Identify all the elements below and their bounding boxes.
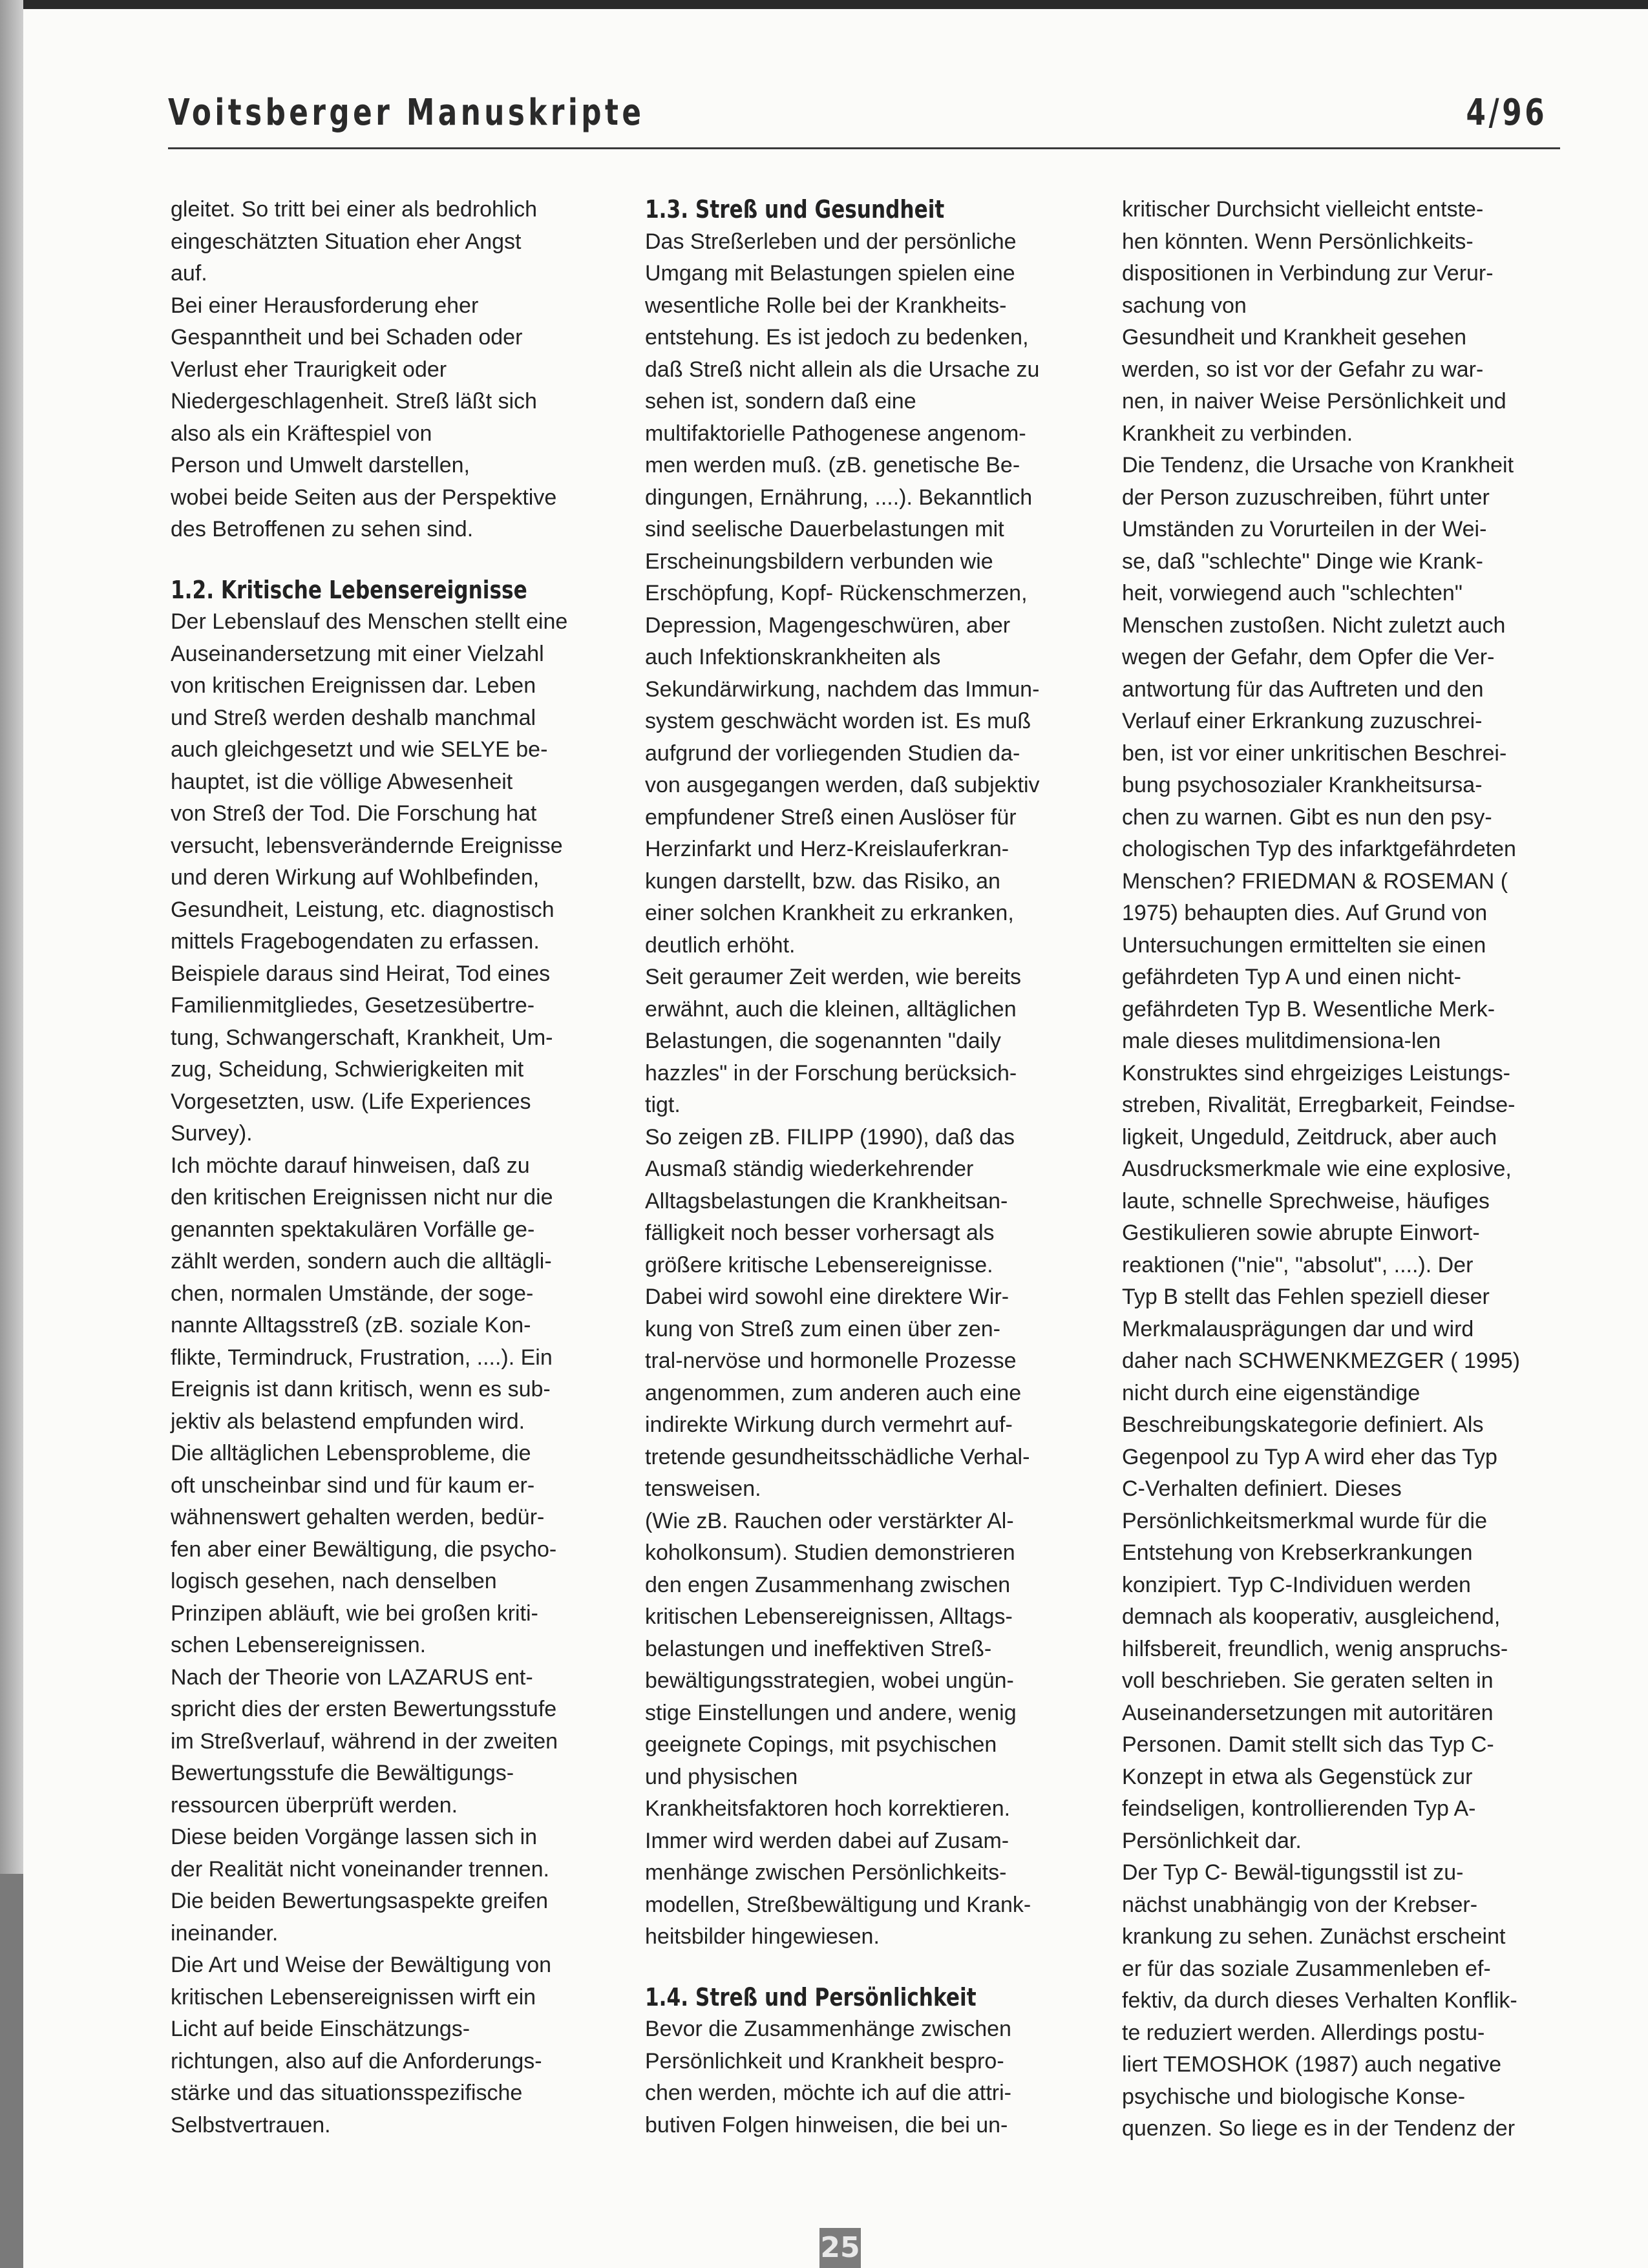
text-line: werden, so ist vor der Gefahr zu war- [1122, 357, 1484, 382]
text-line: größere kritische Lebensereignisse. [645, 1252, 993, 1277]
text-line: einer solchen Krankheit zu erkranken, [645, 901, 1014, 925]
text-line: des Betroffenen zu sehen sind. [171, 517, 474, 541]
text-line: heitsbilder hingewiesen. [645, 1924, 880, 1949]
text-line: Das Streßerleben und der persönliche [645, 229, 1017, 254]
text-line: fälligkeit noch besser vorhersagt als [645, 1221, 995, 1245]
text-line: ineinander. [171, 1920, 279, 1946]
text-line: Alltagsbelastungen die Krankheitsan- [645, 1188, 1008, 1213]
text-line: tung, Schwangerschaft, Krankheit, Um- [171, 1025, 553, 1050]
text-line: Persönlichkeitsmerkmal wurde für die [1122, 1508, 1487, 1533]
text-line: streben, Rivalität, Erregbarkeit, Feindse- [1122, 1093, 1516, 1117]
section-heading: 1.2. Kritische Lebensereignisse [171, 575, 527, 604]
text-line: konzipiert. Typ C-Individuen werden [1122, 1572, 1471, 1597]
text-line: gefährdeten Typ B. Wesentliche Merk- [1122, 996, 1495, 1022]
text-line: nen, in naiver Weise Persönlichkeit und [1122, 389, 1506, 414]
text-line: belastungen und ineffektiven Streß- [645, 1636, 992, 1661]
text-line: Herzinfarkt und Herz-Kreislauferkran- [645, 837, 1009, 861]
scan-border-left-shadow [0, 1874, 23, 2268]
text-line: von kritischen Ereignissen dar. Leben [171, 673, 536, 698]
text-line: Auseinandersetzungen mit autoritären [1122, 1700, 1494, 1725]
text-line: system geschwächt worden ist. Es muß [645, 709, 1031, 733]
text-line: Umgang mit Belastungen spielen eine [645, 261, 1015, 286]
text-line: Familienmitgliedes, Gesetzesübertre- [171, 993, 535, 1018]
text-line: Erscheinungsbildern verbunden wie [645, 549, 993, 574]
text-line: koholkonsum). Studien demonstrieren [645, 1540, 1015, 1565]
text-line: daher nach SCHWENKMEZGER ( 1995) [1122, 1349, 1520, 1373]
text-line: wobei beide Seiten aus der Perspektive [171, 485, 557, 510]
text-line: Erschöpfung, Kopf- Rückenschmerzen, [645, 581, 1028, 605]
text-line: ressourcen überprüft werden. [171, 1792, 458, 1818]
text-line: reaktionen ("nie", "absolut", ....). Der [1122, 1252, 1474, 1277]
text-line: butiven Folgen hinweisen, die bei un- [645, 2112, 1008, 2137]
text-line: also als ein Kräftespiel von [171, 421, 432, 446]
text-line: deutlich erhöht. [645, 932, 796, 958]
text-column-3 [1122, 194, 1542, 2145]
text-line: liert TEMOSHOK (1987) auch negative [1122, 2052, 1502, 2077]
text-line: Untersuchungen ermittelten sie einen [1122, 932, 1486, 958]
text-line: Ausdrucksmerkmale wie eine explosive, [1122, 1157, 1512, 1181]
text-line: bung psychosozialer Krankheitsursa- [1122, 773, 1483, 797]
text-line: Ich möchte darauf hinweisen, daß zu [171, 1153, 530, 1178]
text-line: eingeschätzten Situation eher Angst [171, 229, 522, 254]
text-line: te reduziert werden. Allerdings postu- [1122, 2020, 1485, 2045]
text-line: richtungen, also auf die Anforderungs- [171, 2048, 542, 2074]
text-line: tretende gesundheitsschädliche Verhal- [645, 1444, 1030, 1469]
text-line: dingungen, Ernährung, ....). Bekanntlich [645, 485, 1033, 510]
text-line: entstehung. Es ist jedoch zu bedenken, [645, 325, 1029, 350]
text-line: tral-nervöse und hormonelle Prozesse [645, 1349, 1017, 1373]
text-line: wegen der Gefahr, dem Opfer die Ver- [1122, 645, 1495, 669]
issue-number: 4/96 [1466, 92, 1547, 134]
text-line: Prinzipen abläuft, wie bei großen kriti- [171, 1601, 538, 1626]
text-line: Verlust eher Traurigkeit oder [171, 357, 447, 382]
text-line: Vorgesetzten, usw. (Life Experiences [171, 1089, 531, 1114]
document-page [23, 9, 1648, 2268]
text-line: kungen darstellt, bzw. das Risiko, an [645, 868, 1000, 894]
text-line: sachung von [1122, 293, 1247, 318]
text-line: Merkmalausprägungen dar und wird [1122, 1316, 1474, 1341]
text-line: men werden muß. (zB. genetische Be- [645, 453, 1020, 478]
text-line: Seit geraumer Zeit werden, wie bereits [645, 965, 1022, 989]
text-line: Typ B stellt das Fehlen speziell dieser [1122, 1285, 1490, 1309]
text-line: Konzept in etwa als Gegenstück zur [1122, 1764, 1473, 1789]
text-line: psychische und biologische Konse- [1122, 2084, 1466, 2109]
text-line: empfundener Streß einen Auslöser für [645, 804, 1017, 830]
text-line: Immer wird werden dabei auf Zusam- [645, 1828, 1009, 1853]
text-line: aufgrund der vorliegenden Studien da- [645, 740, 1020, 766]
text-line: Personen. Damit stellt sich das Typ C- [1122, 1732, 1494, 1757]
text-line: stärke und das situationsspezifische [171, 2081, 523, 2105]
text-line: daß Streß nicht allein als die Ursache zu [645, 357, 1040, 382]
text-line: chologischen Typ des infarktgefährdeten [1122, 837, 1516, 861]
text-line: Niedergeschlagenheit. Streß läßt sich [171, 389, 537, 414]
text-line: Menschen? FRIEDMAN & ROSEMAN ( [1122, 868, 1508, 894]
text-line: Bevor die Zusammenhänge zwischen [645, 2017, 1011, 2041]
text-column-1 [171, 194, 591, 2141]
text-line: jektiv als belastend empfunden wird. [171, 1409, 525, 1434]
text-line: Bei einer Herausforderung eher [171, 293, 479, 318]
text-line: dispositionen in Verbindung zur Verur- [1122, 261, 1494, 286]
text-line: Konstruktes sind ehrgeiziges Leistungs- [1122, 1060, 1510, 1086]
text-line: mittels Fragebogendaten zu erfassen. [171, 929, 540, 954]
text-line: zug, Scheidung, Schwierigkeiten mit [171, 1057, 524, 1082]
text-line: Survey). [171, 1121, 253, 1146]
text-line: angenommen, zum anderen auch eine [645, 1380, 1022, 1405]
text-line: Die alltäglichen Lebensprobleme, die [171, 1441, 531, 1465]
text-line: se, daß "schlechte" Dinge wie Krank- [1122, 549, 1483, 574]
page-number: 25 [819, 2228, 861, 2268]
text-line: Der Lebenslauf des Menschen stellt eine [171, 609, 568, 634]
text-line: heit, vorwiegend auch "schlechten" [1122, 581, 1463, 605]
section-heading: 1.4. Streß und Persönlichkeit [645, 1982, 977, 2011]
text-line: Verlauf einer Erkrankung zuzuschrei- [1122, 709, 1483, 733]
text-line: flikte, Termindruck, Frustration, ....). Ein [171, 1345, 553, 1370]
text-line: der Person zuzuschreiben, führt unter [1122, 485, 1490, 510]
text-line: von ausgegangen werden, daß subjektiv [645, 773, 1040, 797]
text-line: voll beschrieben. Sie geraten selten in [1122, 1668, 1494, 1693]
text-line: fektiv, da durch dieses Verhalten Konflik- [1122, 1988, 1517, 2013]
header-divider [168, 147, 1560, 149]
text-line: kritischer Durchsicht vielleicht entste- [1122, 197, 1484, 222]
text-line: So zeigen zB. FILIPP (1990), daß das [645, 1124, 1015, 1150]
text-line: Dabei wird sowohl eine direktere Wir- [645, 1285, 1009, 1309]
text-line: multifaktorielle Pathogenese angenom- [645, 421, 1026, 446]
text-line: sehen ist, sondern daß eine [645, 389, 916, 414]
text-line: menhänge zwischen Persönlichkeits- [645, 1860, 1007, 1885]
text-line: Umständen zu Vorurteilen in der Wei- [1122, 517, 1487, 541]
section-heading: 1.3. Streß und Gesundheit [645, 195, 945, 224]
text-line: Gesundheit und Krankheit gesehen [1122, 325, 1467, 350]
text-line: Menschen zustoßen. Nicht zuletzt auch [1122, 613, 1506, 638]
text-line: kung von Streß zum einen über zen- [645, 1316, 1000, 1341]
text-line: schen Lebensereignissen. [171, 1633, 427, 1657]
text-line: und deren Wirkung auf Wohlbefinden, [171, 865, 540, 890]
text-line: gefährdeten Typ A und einen nicht- [1122, 965, 1461, 989]
text-line: Krankheit zu verbinden. [1122, 421, 1353, 446]
text-line: auch gleichgesetzt und wie SELYE be- [171, 737, 548, 762]
text-line: Ereignis ist dann kritisch, wenn es sub- [171, 1377, 551, 1402]
text-line: C-Verhalten definiert. Dieses [1122, 1476, 1402, 1501]
text-line: wesentliche Rolle bei der Krankheits- [645, 293, 1007, 318]
text-line: hazzles" in der Forschung berücksich- [645, 1060, 1017, 1086]
text-line: nicht durch eine eigenständige [1122, 1380, 1421, 1405]
text-line: hen könnten. Wenn Persönlichkeits- [1122, 229, 1474, 254]
text-line: modellen, Streßbewältigung und Krank- [645, 1892, 1031, 1917]
text-line: bewältigungsstrategien, wobei ungün- [645, 1668, 1014, 1693]
text-line: zählt werden, sondern auch die alltägli- [171, 1249, 552, 1274]
text-line: nächst unabhängig von der Krebser- [1122, 1892, 1478, 1917]
text-line: und Streß werden deshalb manchmal [171, 705, 536, 730]
text-line: chen werden, möchte ich auf die attri- [645, 2081, 1011, 2105]
text-line: kritischen Lebensereignissen, Alltags- [645, 1604, 1013, 1629]
text-line: spricht dies der ersten Bewertungsstufe [171, 1697, 557, 1721]
text-line: indirekte Wirkung durch vermehrt auf- [645, 1412, 1013, 1437]
text-line: auch Infektionskrankheiten als [645, 645, 941, 669]
text-line: Selbstvertrauen. [171, 2112, 331, 2137]
text-line: Nach der Theorie von LAZARUS ent- [171, 1664, 533, 1690]
text-line: 1975) behaupten dies. Auf Grund von [1122, 901, 1488, 925]
text-line: male dieses mulitdimensiona-len [1122, 1029, 1441, 1053]
text-line: der Realität nicht voneinander trennen. [171, 1856, 549, 1882]
text-line: den kritischen Ereignissen nicht nur die [171, 1185, 553, 1210]
text-line: Persönlichkeit und Krankheit bespro- [645, 2048, 1004, 2074]
text-line: hilfsbereit, freundlich, wenig anspruchs- [1122, 1636, 1508, 1661]
text-line: Beispiele daraus sind Heirat, Tod eines [171, 961, 551, 986]
paragraph-gap [171, 546, 591, 574]
text-line: fen aber einer Bewältigung, die psycho- [171, 1537, 557, 1562]
text-line: Entstehung von Krebserkrankungen [1122, 1540, 1473, 1565]
text-line: Sekundärwirkung, nachdem das Immun- [645, 677, 1040, 702]
text-line: im Streßverlauf, während in der zweiten [171, 1728, 558, 1754]
text-line: ben, ist vor einer unkritischen Beschrei- [1122, 740, 1507, 766]
text-line: Belastungen, die sogenannten "daily [645, 1029, 1001, 1053]
text-line: gleitet. So tritt bei einer als bedrohlich [171, 197, 537, 222]
scan-border-top [0, 0, 1648, 9]
text-line: Die beiden Bewertungsaspekte greifen [171, 1889, 549, 1913]
text-line: laute, schnelle Sprechweise, häufiges [1122, 1188, 1490, 1213]
text-line: Gespanntheit und bei Schaden oder [171, 325, 523, 350]
text-line: erwähnt, auch die kleinen, alltäglichen [645, 996, 1017, 1022]
text-line: Gegenpool zu Typ A wird eher das Typ [1122, 1444, 1497, 1469]
text-line: kritischen Lebensereignissen wirft ein [171, 1984, 536, 2010]
text-column-2 [645, 194, 1065, 2141]
text-line: den engen Zusammenhang zwischen [645, 1572, 1011, 1597]
text-line: versucht, lebensverändernde Ereignisse [171, 833, 563, 858]
text-line: Licht auf beide Einschätzungs- [171, 2017, 470, 2041]
text-line: chen, normalen Umstände, der soge- [171, 1281, 534, 1306]
journal-title: Voitsberger Manuskripte [168, 92, 645, 134]
text-line: Auseinandersetzung mit einer Vielzahl [171, 641, 544, 666]
text-line: antwortung für das Auftreten und den [1122, 677, 1484, 702]
text-line: wähnenswert gehalten werden, bedür- [171, 1505, 545, 1529]
text-line: genannten spektakulären Vorfälle ge- [171, 1217, 535, 1242]
text-line: auf. [171, 261, 207, 286]
text-line: tensweisen. [645, 1476, 761, 1501]
text-line: Gesundheit, Leistung, etc. diagnostisch [171, 897, 555, 922]
text-line: Gestikulieren sowie abrupte Einwort- [1122, 1221, 1480, 1245]
text-line: Die Tendenz, die Ursache von Krankheit [1122, 453, 1514, 478]
text-line: Die Art und Weise der Bewältigung von [171, 1953, 552, 1977]
text-line: und physischen [645, 1764, 798, 1789]
text-line: quenzen. So liege es in der Tendenz der [1122, 2116, 1516, 2141]
text-line: geeignete Copings, mit psychischen [645, 1732, 997, 1757]
text-line: oft unscheinbar sind und für kaum er- [171, 1473, 535, 1498]
text-line: Persönlichkeit dar. [1122, 1828, 1302, 1853]
text-line: stige Einstellungen und andere, wenig [645, 1700, 1017, 1725]
text-line: von Streß der Tod. Die Forschung hat [171, 801, 537, 826]
text-line: Ausmaß ständig wiederkehrender [645, 1157, 974, 1181]
text-line: ligkeit, Ungeduld, Zeitdruck, aber auch [1122, 1124, 1497, 1150]
text-line: nannte Alltagsstreß (zB. soziale Kon- [171, 1313, 531, 1338]
text-line: logisch gesehen, nach denselben [171, 1569, 497, 1593]
text-line: chen zu warnen. Gibt es nun den psy- [1122, 804, 1492, 830]
text-line: Beschreibungskategorie definiert. Als [1122, 1412, 1484, 1437]
paragraph-gap [645, 1953, 1065, 1982]
text-line: tigt. [645, 1093, 681, 1117]
text-line: Bewertungsstufe die Bewältigungs- [171, 1761, 514, 1785]
text-line: demnach als kooperativ, ausgleichend, [1122, 1604, 1501, 1629]
text-line: feindseligen, kontrollierenden Typ A- [1122, 1796, 1476, 1821]
text-line: er für das soziale Zusammenleben ef- [1122, 1956, 1491, 1981]
text-line: krankung zu sehen. Zunächst erscheint [1122, 1924, 1506, 1949]
text-line: Krankheitsfaktoren hoch korrektieren. [645, 1796, 1011, 1821]
text-line: Person und Umwelt darstellen, [171, 453, 470, 478]
text-line: Der Typ C- Bewäl-tigungsstil ist zu- [1122, 1860, 1464, 1885]
text-line: Depression, Magengeschwüren, aber [645, 613, 1011, 638]
text-line: Diese beiden Vorgänge lassen sich in [171, 1825, 538, 1849]
text-line: (Wie zB. Rauchen oder verstärkter Al- [645, 1508, 1014, 1533]
text-line: hauptet, ist die völlige Abwesenheit [171, 769, 513, 794]
text-line: sind seelische Dauerbelastungen mit [645, 517, 1004, 541]
